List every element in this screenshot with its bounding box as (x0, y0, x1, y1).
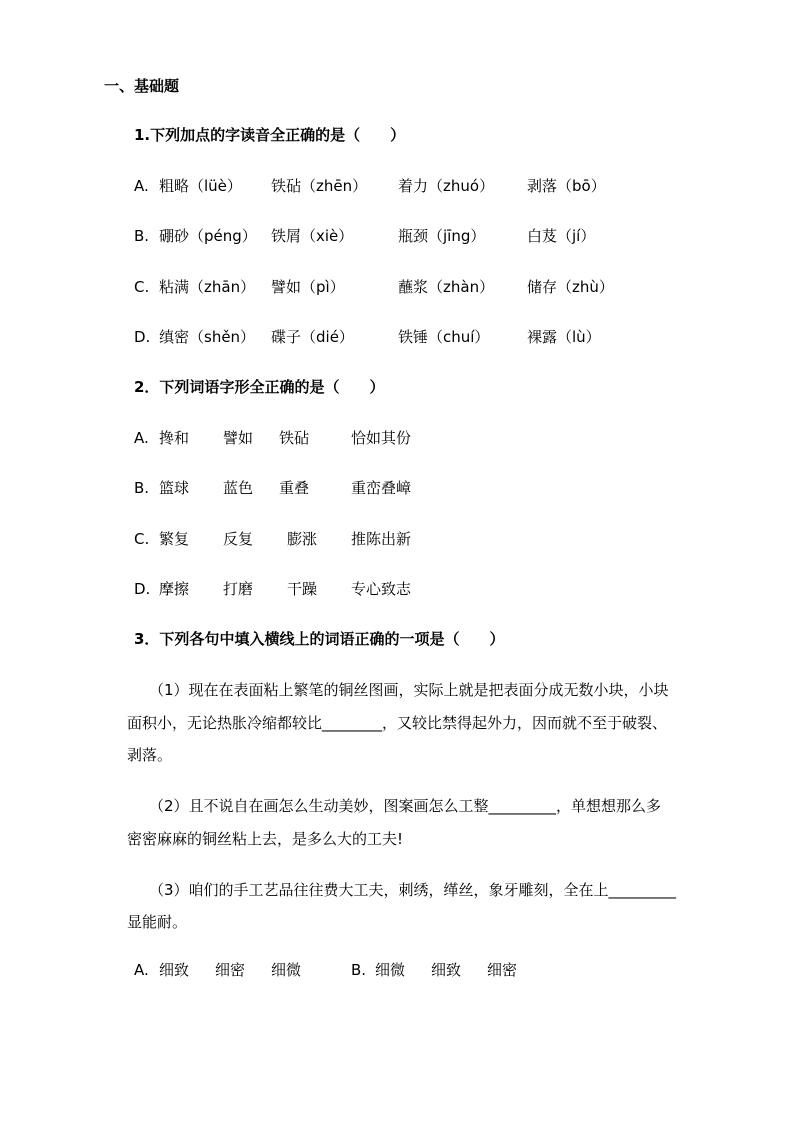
option-item: 瓶颈（jīng） (398, 227, 486, 245)
passage-2-line-1: （2）且不说自在画怎么生动美妙，图案画怎么工整_________，单想想那么多 (149, 797, 662, 815)
option-item: 储存（zhù） (527, 278, 614, 296)
option-item: 干躁 (287, 580, 318, 598)
question-2-stem: 2．下列词语字形全正确的是（ ） (134, 378, 385, 396)
option-item: 碟子（dié） (271, 328, 354, 346)
option-item: 细密 (215, 961, 246, 979)
option-item: 譬如（pì） (271, 278, 345, 296)
option-item: 缜密（shěn） (159, 328, 256, 346)
option-label: D. (134, 328, 151, 346)
option-label: A. (134, 961, 149, 979)
option-item: 细致 (159, 961, 190, 979)
option-item: 裸露（lù） (527, 328, 601, 346)
option-item: 搀和 (159, 429, 190, 447)
passage-3-line-2: 显能耐。 (127, 913, 188, 931)
option-item: 剥落（bō） (527, 177, 606, 195)
option-item: 重峦叠嶂 (351, 479, 412, 497)
option-item: 蘸浆（zhàn） (398, 278, 495, 296)
option-item: 专心致志 (351, 580, 412, 598)
option-item: 譬如 (223, 429, 254, 447)
option-item: 粗略（lüè） (159, 177, 242, 195)
question-3-stem: 3．下列各句中填入横线上的词语正确的一项是（ ） (134, 630, 505, 648)
option-item: 恰如其份 (351, 429, 412, 447)
option-item: 膨涨 (287, 530, 318, 548)
passage-1-line-3: 剥落。 (127, 746, 173, 764)
option-item: 硼砂（péng） (159, 227, 257, 245)
option-item: 重叠 (279, 479, 310, 497)
option-item: 蓝色 (223, 479, 254, 497)
option-item: 细微 (375, 961, 406, 979)
option-label: D. (134, 580, 151, 598)
passage-2-line-2: 密密麻麻的铜丝粘上去，是多么大的工夫! (127, 830, 404, 848)
passage-3-line-1: （3）咱们的手工艺品往往费大工夫，刺绣，缂丝，象牙雕刻，全在上_________ (149, 881, 677, 899)
option-item: 繁复 (159, 530, 190, 548)
option-item: 粘满（zhān） (159, 278, 256, 296)
option-item: 铁砧 (279, 429, 310, 447)
question-1-stem: 1.下列加点的字读音全正确的是（ ） (134, 126, 406, 144)
option-item: 反复 (223, 530, 254, 548)
option-item: 铁砧（zhēn） (271, 177, 368, 195)
option-label: B. (134, 227, 150, 245)
option-item: 篮球 (159, 479, 190, 497)
option-item: 打磨 (223, 580, 254, 598)
option-item: 铁锤（chuí） (398, 328, 490, 346)
option-item: 推陈出新 (351, 530, 412, 548)
option-item: 细微 (271, 961, 302, 979)
option-label: C. (134, 278, 150, 296)
option-label: A. (134, 177, 149, 195)
option-item: 细致 (431, 961, 462, 979)
option-item: 铁屑（xiè） (271, 227, 354, 245)
option-item: 白芨（jí） (527, 227, 596, 245)
option-label: A. (134, 429, 149, 447)
passage-1-line-1: （1）现在在表面粘上繁笔的铜丝图画，实际上就是把表面分成无数小块，小块 (149, 681, 669, 699)
section-title: 一、基础题 (104, 77, 180, 95)
option-item: 摩擦 (159, 580, 190, 598)
option-label: B. (351, 961, 367, 979)
option-item: 细密 (487, 961, 518, 979)
option-label: C. (134, 530, 150, 548)
option-item: 着力（zhuó） (398, 177, 495, 195)
option-label: B. (134, 479, 150, 497)
passage-1-line-2: 面积小，无论热胀冷缩都较比________，又较比禁得起外力，因而就不至于破裂、 (127, 714, 668, 732)
